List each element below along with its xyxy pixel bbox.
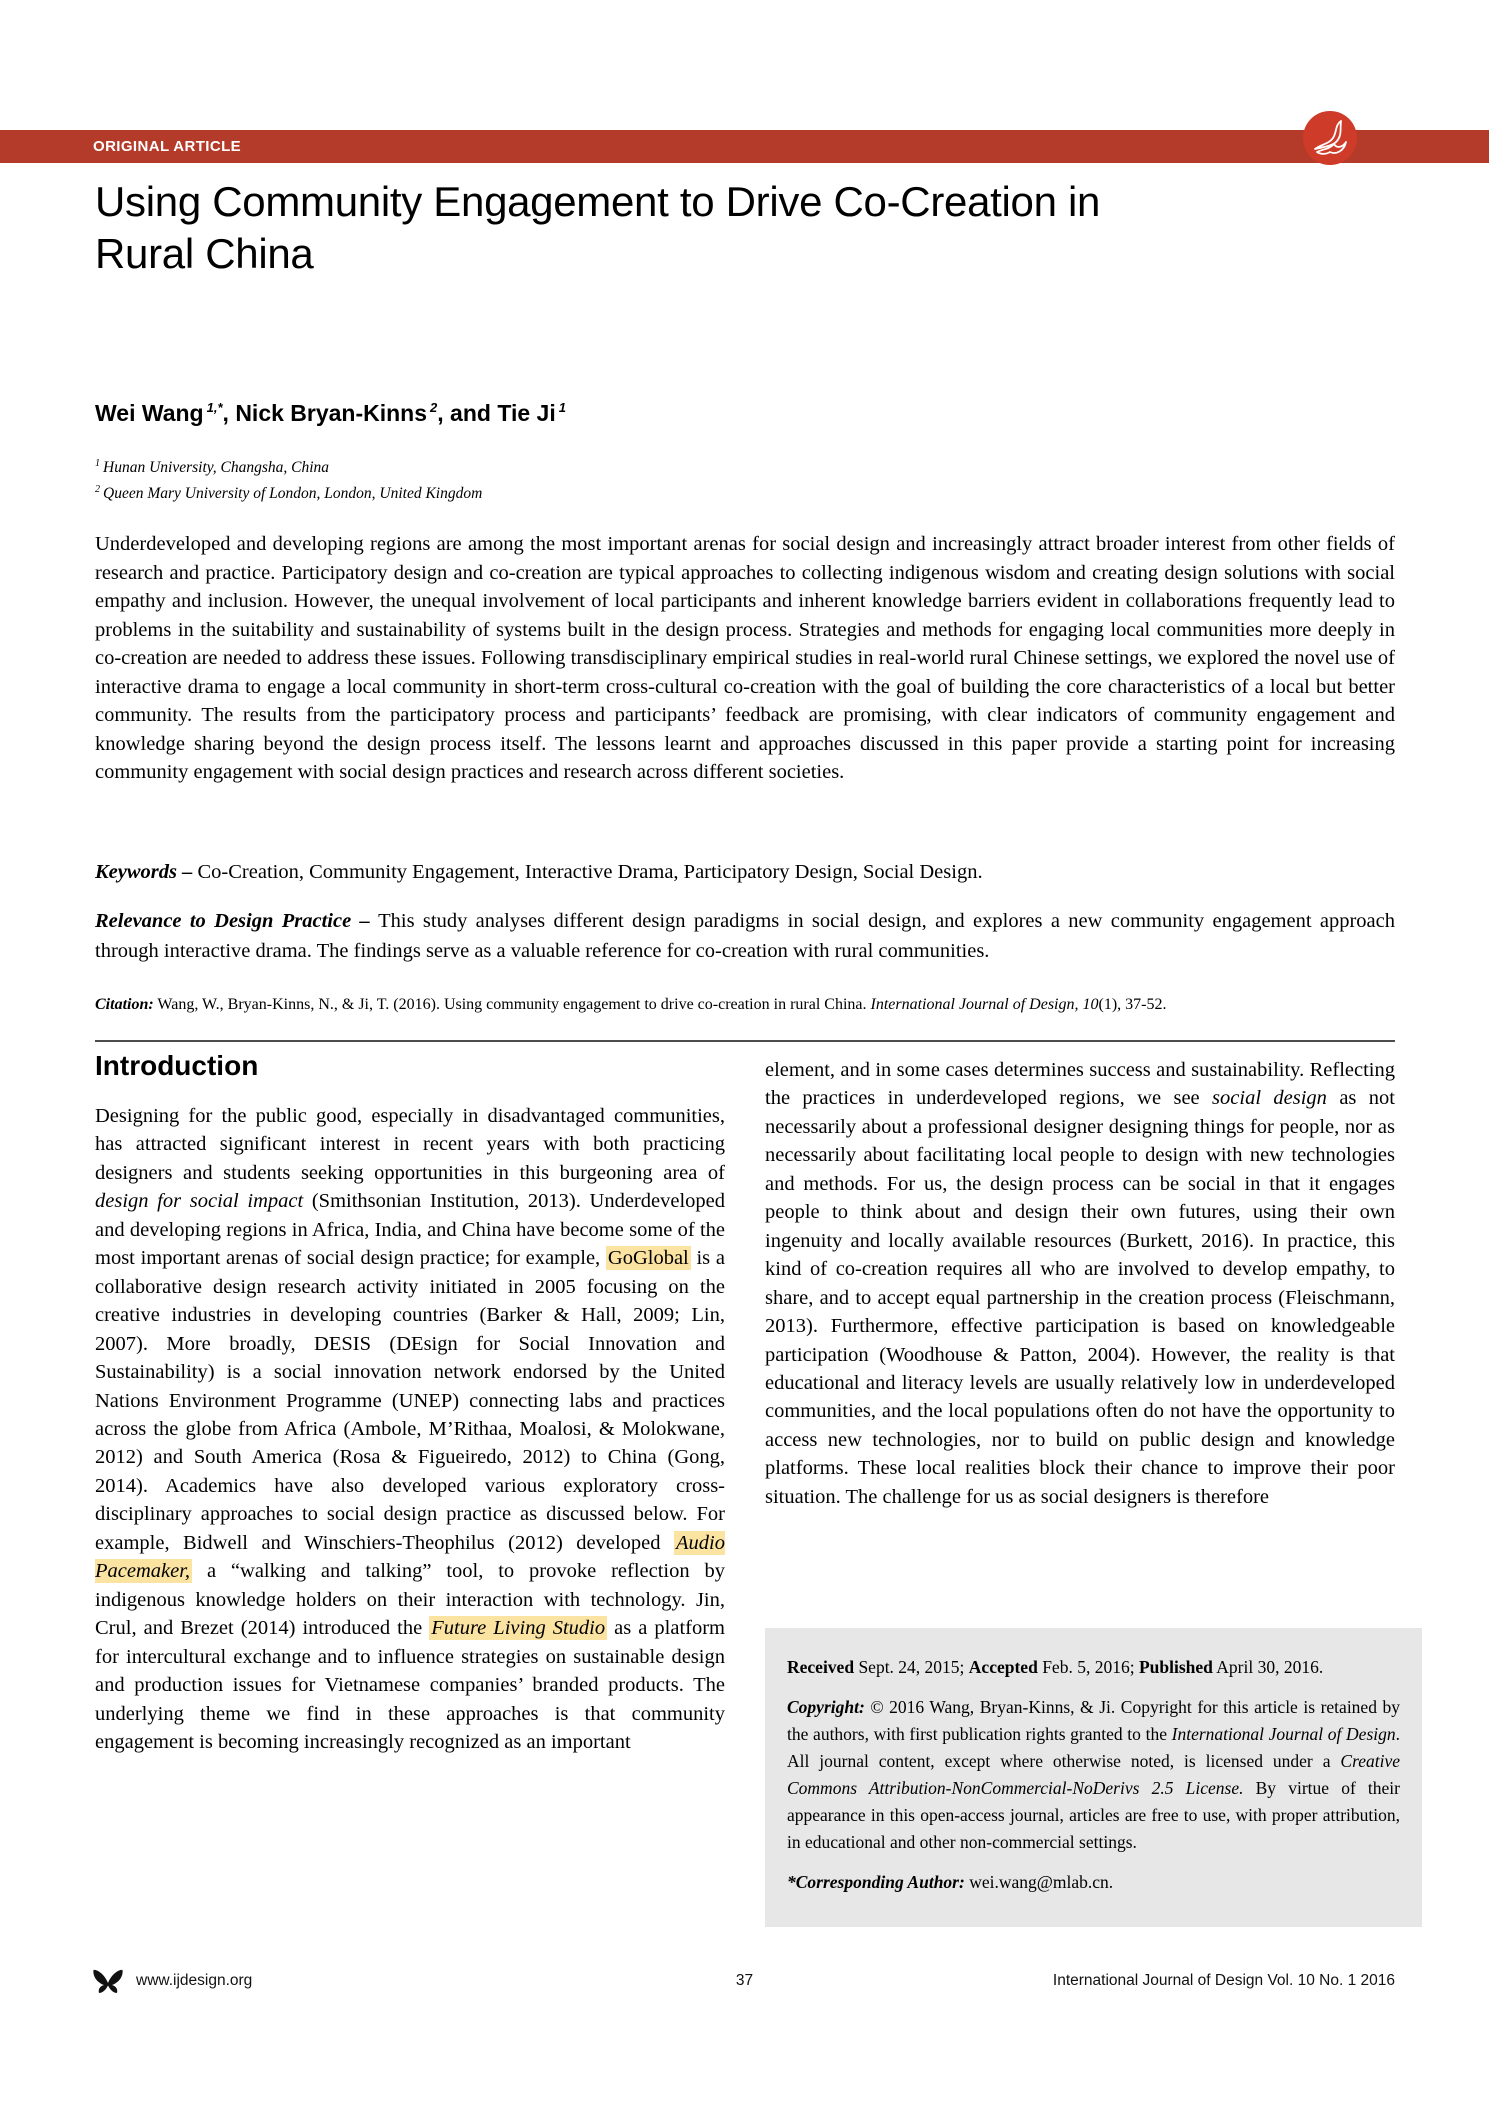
citation-label: Citation: bbox=[95, 996, 154, 1013]
intro-right-text: element, and in some cases determines success and sustainability. Reflecting the practices in underdeveloped regions, we see bbox=[765, 1059, 1395, 1110]
keywords-line bbox=[95, 858, 1395, 887]
intro-right-text: as not necessarily about a professional designer designing things for people, nor as necessarily about facilitating local people to design with new technologies and methods. For us, the design process can be social in that it engages people to think about and design their own futures, using their own ingenuity and locally available resources (Burkett, 2016). In practice, this kind of co-creation requires all who are involved to develop empathy, to share, and to accept equal partnership in the creation process (Fleischmann, 2013). Furthermore, effective participation is based on knowledgeable participation (Woodhouse & Patton, 2004). However, the reality is that educational and literacy levels are usually relatively low in underdeveloped communities, and the local populations often do not have the opportunity to access new technologies, nor to build on public design and knowledge platforms. These local realities block their chance to improve their poor situation. The challenge for us as social designers is therefore bbox=[765, 1087, 1395, 1508]
published-date: April 30, 2016. bbox=[1212, 1657, 1324, 1677]
affiliation-2 bbox=[95, 479, 1395, 505]
author-separator: , bbox=[222, 400, 236, 426]
copyright-text: © 2016 Wang, Bryan-Kinns, & Ji. Copyright for this article is retained by the authors, with first publication rights granted to the bbox=[787, 1697, 1400, 1744]
citation-pages: (1), 37-52. bbox=[1098, 996, 1167, 1013]
article-type-label: ORIGINAL ARTICLE bbox=[93, 138, 242, 155]
citation-text: Wang, W., Bryan-Kinns, N., & Ji, T. (2016). Using community engagement to drive co-creation in rural China. bbox=[153, 996, 871, 1013]
intro-column-right bbox=[765, 1056, 1395, 1511]
article-title-line1: Using Community Engagement to Drive Co-Creation in bbox=[95, 178, 1101, 225]
published-label: Published bbox=[1138, 1657, 1213, 1677]
accepted-date: Feb. 5, 2016; bbox=[1037, 1657, 1139, 1677]
journal-logo bbox=[1303, 111, 1357, 165]
author-3-superscript: 1 bbox=[558, 400, 566, 416]
author-1-superscript: 1,* bbox=[206, 400, 223, 416]
author-1: Wei Wang bbox=[95, 400, 204, 426]
intro-right-paragraph bbox=[765, 1056, 1395, 1511]
affiliation-1-text: Hunan University, Changsha, China bbox=[103, 459, 330, 477]
masthead-bar bbox=[0, 130, 1489, 163]
term-social-design: social design bbox=[1212, 1087, 1327, 1110]
corresponding-author-label: *Corresponding Author: bbox=[787, 1872, 965, 1892]
corresponding-author-line bbox=[787, 1869, 1400, 1896]
author-2-superscript: 2 bbox=[430, 400, 438, 416]
term-design-for-social-impact: design for social impact bbox=[95, 1190, 304, 1213]
keywords-separator: – bbox=[177, 861, 198, 883]
intro-left-paragraph bbox=[95, 1102, 725, 1756]
relevance-text: This study analyses different design paradigms in social design, and explores a new community engagement approach through interactive drama. The findings serve as a valuable reference for co-creation with rural communities. bbox=[95, 910, 1395, 962]
relevance-paragraph bbox=[95, 906, 1395, 966]
highlight-audio-pacemaker: Audio Pacemaker, bbox=[95, 1531, 725, 1583]
keywords-text: Co-Creation, Community Engagement, Interactive Drama, Participatory Design, Social Design. bbox=[197, 861, 983, 883]
keywords-label: Keywords bbox=[95, 861, 177, 883]
copyright-paragraph bbox=[787, 1694, 1400, 1856]
affiliation-2-text: Queen Mary University of London, London, United Kingdom bbox=[103, 484, 483, 502]
affiliation-1-superscript: 1 bbox=[95, 458, 100, 469]
copyright-text: . All journal content, except where otherwise noted, is licensed under a bbox=[787, 1724, 1400, 1771]
copyright-license-name: Creative Commons Attribution-NonCommercial-NoDerivs 2.5 License. bbox=[787, 1751, 1400, 1798]
intro-column-left bbox=[95, 1050, 725, 1756]
abstract-text: Underdeveloped and developing regions are among the most important arenas for social design and increasingly attract broader interest from other fields of research and practice. Participatory design and co-creation are typical approaches to collecting indigenous wisdom and creating design solutions with social empathy and inclusion. However, the unequal involvement of local participants and inherent knowledge barriers evident in collaborations frequently lead to problems in the suitability and sustainability of systems built in the design process. Strategies and methods for engaging local communities more deeply in co-creation are needed to address these issues. Following transdisciplinary empirical studies in real-world rural Chinese settings, we explored the novel use of interactive drama to engage a local community in short-term cross-cultural co-creation with the goal of building the core characteristics of a local but better community. The results from the participatory process and participants’ feedback are promising, with clear indicators of community engagement and knowledge sharing beyond the design process itself. The lessons learnt and approaches discussed in this paper provide a starting point for increasing community engagement with social design practices and research across different societies. bbox=[95, 533, 1395, 783]
copyright-text: By virtue of their appearance in this open-access journal, articles are free to use, with proper attribution, in educational and other non-commercial settings. bbox=[787, 1778, 1400, 1852]
introduction-heading: Introduction bbox=[95, 1050, 259, 1081]
citation-line bbox=[95, 994, 1395, 1016]
relevance-label: Relevance to Design Practice bbox=[95, 910, 352, 932]
citation-journal: International Journal of Design, 10 bbox=[870, 996, 1099, 1013]
relevance-separator: – bbox=[351, 910, 379, 932]
section-divider bbox=[95, 1040, 1395, 1042]
butterfly-icon bbox=[1308, 116, 1352, 160]
highlight-future-living-studio: Future Living Studio bbox=[431, 1617, 606, 1640]
page-number: 37 bbox=[735, 1972, 754, 1989]
intro-left-text: is a collaborative design research activity initiated in 2005 focusing on the creative industries in developing countries (Barker & Hall, 2009; Lin, 2007). More broadly, DESIS (DEsign for Social Innovation and Sustainability) is a social innovation network endorsed by the United Nations Environment Programme (UNEP) connecting labs and practices across the globe from Africa (Ambole, M’Rithaa, Moalosi, & Molokwane, 2012) and South America (Rosa & Figueiredo, 2012) to China (Gong, 2014). Academics have also developed various exploratory cross-disciplinary approaches to social design practice as discussed below. For example, Bidwell and Winschiers-Theophilus (2012) developed bbox=[95, 1247, 725, 1554]
intro-left-text: Designing for the public good, especially in disadvantaged communities, has attracted significant interest in recent years with both practicing designers and students seeking opportunities in this burgeoning area of bbox=[95, 1105, 725, 1184]
intro-left-text: a “walking and talking” tool, to provoke reflection by indigenous knowledge holders on their interaction with technology. Jin, Crul, and Brezet (2014) introduced the bbox=[95, 1560, 725, 1640]
affiliations bbox=[95, 453, 1395, 504]
page-footer bbox=[0, 1966, 1489, 2000]
affiliation-1 bbox=[95, 453, 1395, 479]
copyright-label: Copyright: bbox=[787, 1697, 865, 1717]
footer-site-link[interactable]: www.ijdesign.org bbox=[136, 1972, 253, 1989]
author-separator: , and bbox=[437, 400, 498, 426]
article-title bbox=[95, 176, 1395, 280]
accepted-label: Accepted bbox=[968, 1657, 1038, 1677]
authors-line bbox=[95, 400, 1395, 427]
received-line bbox=[787, 1654, 1400, 1681]
copyright-journal-name: International Journal of Design bbox=[1171, 1724, 1396, 1744]
article-title-line2: Rural China bbox=[95, 230, 314, 277]
intro-left-text: as a platform for intercultural exchange and to influence strategies on sustainable design and production issues for Vietnamese companies’ branded products. The underlying theme we find in these approaches is that community engagement is becoming increasingly recognized as an important bbox=[95, 1617, 725, 1753]
corresponding-author-email[interactable]: wei.wang@mlab.cn. bbox=[964, 1872, 1114, 1892]
publication-info-box bbox=[765, 1628, 1422, 1927]
highlight-goglobal: GoGlobal bbox=[607, 1247, 689, 1270]
intro-left-text: (Smithsonian Institution, 2013). Underdeveloped and developing regions in Africa, India, and China have become some of the most important arenas of social design practice; for example, bbox=[95, 1190, 725, 1270]
author-2: Nick Bryan-Kinns bbox=[235, 400, 428, 426]
affiliation-2-superscript: 2 bbox=[95, 483, 100, 495]
author-3: Tie Ji bbox=[497, 400, 556, 426]
received-date: Sept. 24, 2015; bbox=[854, 1657, 969, 1677]
footer-journal-info: International Journal of Design Vol. 10 No. 1 2016 bbox=[1052, 1972, 1395, 1989]
received-label: Received bbox=[787, 1657, 855, 1677]
